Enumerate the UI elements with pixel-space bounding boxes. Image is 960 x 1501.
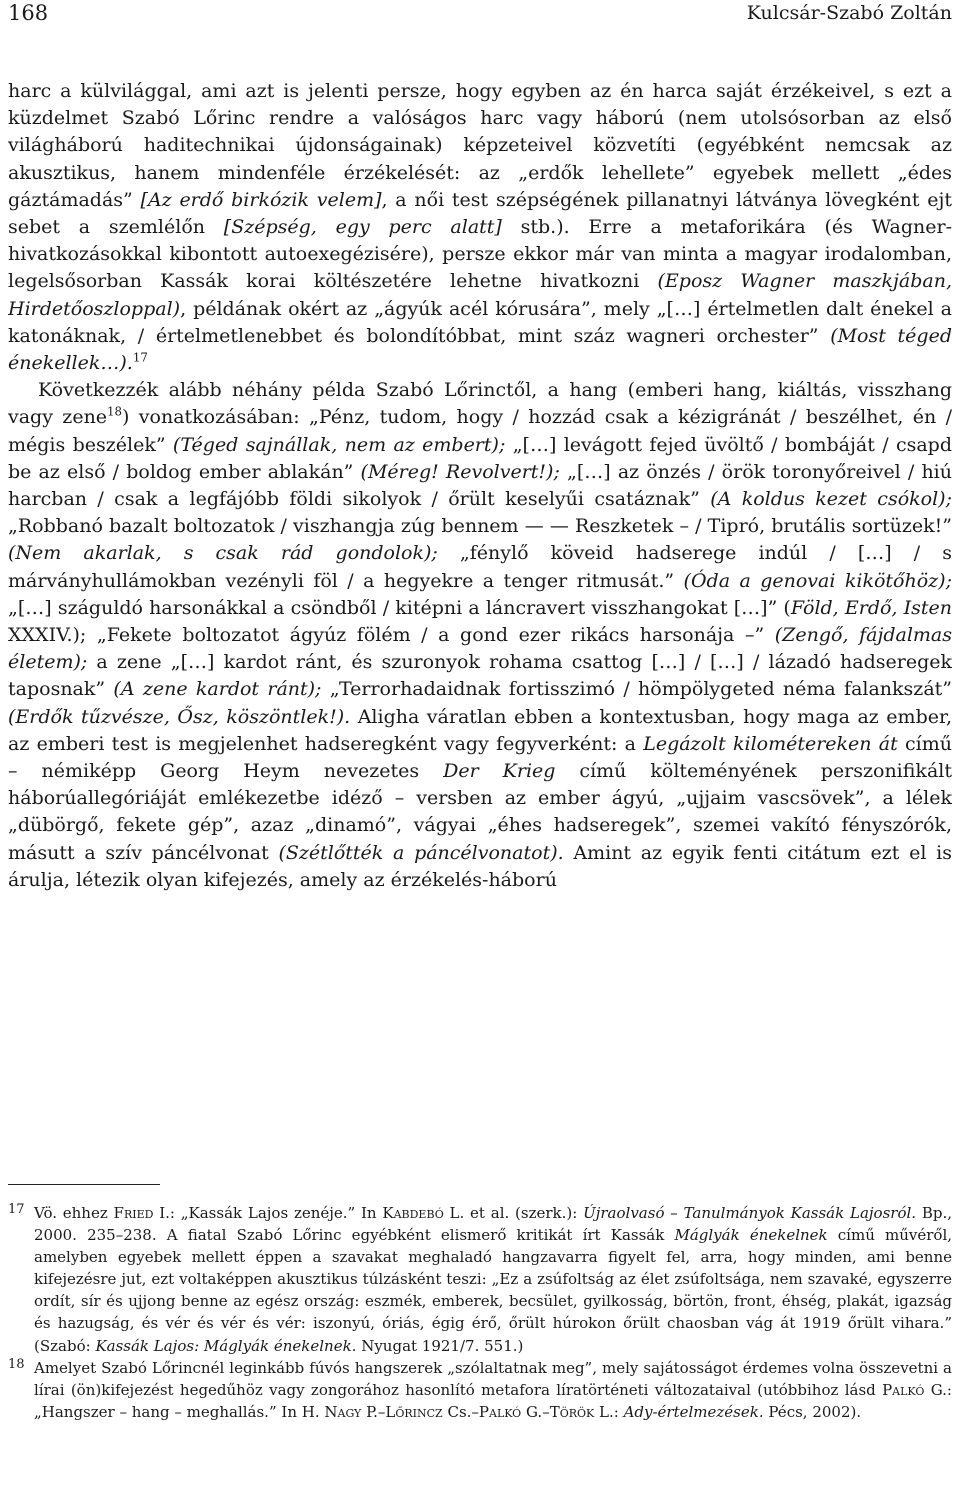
italic-title: Kassák Lajos: Máglyák énekelnek. [95,1336,357,1355]
author-name: Nagy [324,1402,362,1421]
text-run: „fénylő köveid hadserege indúl / […] / s márványhullámokban vezényli föl / a hegyekre a tenger ritmusát.” [8,542,952,592]
text-run: „Terrorhadaidnak fortisszimó / hömpölygeted néma falankszát” [321,678,952,701]
text-run: Amelyet Szabó Lőrincnél leginkább fúvós hangszerek „szólaltatnak meg”, mely sajátosságot érdemes volna összevetni a lírai (ön)kifejezést hegedűhöz vagy zongorához hasonlító metafora líratörténeti változataival (utóbbihoz lásd [34,1358,952,1399]
italic-citation: (Szétlőtték a páncélvonatot). [278,841,564,864]
text-run: stb.). Erre a metaforikára (és Wagner-hivatkozásokkal kibontott autoexegézisére), persze ekkor már van minta a magyar irodalomban, legelsősorban Kassák korai költészetére lehetne hivatkozni [8,216,952,293]
text-run: Aligha váratlan ebben a kontextusban, hogy maga az ember, az emberi test is megjelenhet hadseregként vagy fegyverként: a [8,705,952,755]
text-run: XXXIV.); „Fekete boltozatot ágyúz fölém / a gond ezer rikács harsonája –” [8,624,775,647]
italic-citation: Föld, Erdő, Isten [790,596,952,619]
text-run: Következzék alább néhány példa Szabó Lőrinctől, a hang (emberi hang, kiáltás, visszhang vagy zene [8,379,952,429]
italic-citation: (A koldus kezet csókol); [710,488,952,511]
text-run: G.– [521,1402,550,1421]
text-run: Nyugat 1921/7. 551.) [356,1336,524,1355]
italic-citation: (A zene kardot ránt); [113,678,322,701]
text-run: L. et al. (szerk.): [443,1204,584,1222]
text-run: Pécs, 2002). [763,1402,862,1421]
author-name: Kabdebó [382,1204,444,1222]
italic-title: Ady-értelmezések. [623,1402,764,1421]
footnote-number: 17 [8,1202,25,1217]
text-run: ) vonatkozásában: „Pénz, tudom, hogy / hozzád csak a kézigránát / beszélhet, én / mégis beszélek” [8,406,952,456]
text-run: Amint az egyik fenti citátum ezt el is árulja, létezik olyan kifejezés, amely az érzékelés-háború [8,841,952,891]
text-run: P.– [361,1402,386,1421]
italic-citation: (Erdők tűzvésze, Ősz, köszöntlek!). [8,705,351,728]
running-header [8,0,952,30]
italic-citation: [Szépség, egy perc alatt] [223,216,502,239]
author-name: Török [549,1402,595,1421]
text-run: , a női test szépségének pillanatnyi látványa lövegként ejt sebet a szemlélőn [8,188,952,239]
footnote-divider [8,1184,160,1185]
italic-citation: (Eposz Wagner maszkjában, Hirdetőoszloppal) [8,270,952,320]
text-run: harc a külvilággal, ami azt is jelenti persze, hogy egyben az én harca saját érzékeivel, s ezt a küzdelmet Szabó Lőrinc rendre a valóságos harc vagy háború (nem utolsósorban az első világháború haditechnikai újdonságainak) képzeteivel közvetíti (egyébként nemcsak az akusztikus, hanem mindenféle érzékelését: az „erdők lehellete” egyebek mellett „édes gáztámadás” [8,80,952,211]
running-head-author: Kulcsár-Szabó Zoltán [746,2,952,24]
author-name: Palkó [478,1402,522,1421]
paragraph-1 [8,78,952,377]
author-name: Palkó [882,1380,925,1399]
footnote-ref-18[interactable]: 18 [107,405,123,420]
text-run: G.: „Hangszer – hang – meghallás.” In H. [34,1380,952,1421]
text-run: című költeményének perszonifikált háborúallegóriáját emlékezetbe idéző – versben az ember ágyú, „ujjaim vascsövek”, a lélek „dübörgő, fekete gép”, azaz „dinamó”, vágyai „éhes hadseregek”, szemei vakító fényszórók, másutt a szív páncélvonat [8,760,952,864]
text-run: L.: [594,1402,624,1421]
footnotes [8,1202,952,1497]
italic-citation: (Méreg! Revolvert!); [360,460,560,483]
text-run: a zene „[…] kardot ránt, és szuronyok rohama csattog […] / […] / lázadó hadseregek taposnak” [8,651,952,701]
text-run: Bp., 2000. 235–238. A fiatal Szabó Lőrinc egyébként elismerő kritikát írt Kassák [34,1204,952,1245]
main-text [8,78,952,1163]
italic-citation: (Téged sajnállak, nem az embert); [172,433,506,456]
footnote-ref-17[interactable]: 17 [132,350,148,365]
footnote-18 [8,1357,952,1423]
italic-citation: (Most téged énekellek…). [8,324,952,375]
italic-title: Máglyák énekelnek [674,1226,828,1245]
text-run: Vö. ehhez [34,1204,114,1222]
paragraph-2 [8,377,952,894]
author-name: Fried [113,1204,154,1222]
italic-title: Der Krieg [443,760,556,783]
text-run: Cs.– [442,1402,479,1421]
text-run: , példának okért az „ágyúk acél kórusára”, mely „[…] értelmetlen dalt énekel a katonáknak, / értelmetlenebbet és bolondítóbbat, mint száz wagneri orchester” [8,297,952,347]
page-number: 168 [8,1,49,25]
text-run: „[…] levágott fejed üvöltő / bombáját / csapd be az első / boldog ember ablakán” [8,433,952,483]
italic-citation: [Az erdő birkózik velem] [140,188,382,211]
text-run: című művéről, amelyben egyebek mellett éppen a szavakat meghaladó hangzavarra figyelt fel, arra, hogy minden, ami benne kifejezésre jut, ezt voltaképpen akusztikus túlzásként teszi: „Ez a zsúfoltság az élet zsúfoltsága, nem szavaké, egyszerre ordít, sír és ujjong benne az egész ország: eszmék, emberek, becsület, gyilkosság, börtön, front, éhség, plakát, igazság és hazugság, és vér és vér és vér: iszonyú, óriás, égig érő, őrült húrokon őrült chaosban vág át 1919 őrült vihara.” (Szabó: [34,1226,952,1355]
footnote-number: 18 [8,1356,25,1372]
italic-citation: (Zengő, fájdalmas életem); [8,624,952,674]
text-run: I.: „Kassák Lajos zenéje.” In [153,1204,383,1222]
text-run: című – némiképp Georg Heym nevezetes [8,732,952,783]
italic-title: Újraolvasó – Tanulmányok Kassák Lajosról. [583,1204,917,1222]
text-run: „[…] száguldó harsonákkal a csöndből / kitépni a láncravert visszhangokat […]” ( [8,596,791,619]
text-run: „[…] az önzés / örök toronyőreivel / hiú harcban / csak a legfájóbb földi sikolyok / őrült keselyűi csatáznak” [8,460,952,511]
author-name: Lőrincz [385,1402,443,1421]
italic-title: Legázolt kilométereken át [643,732,898,755]
text-run: „Robbanó bazalt boltozatok / viszhangja zúg bennem — — Reszketek – / Tipró, brutális sortüzek!” [8,515,952,538]
italic-citation: (Nem akarlak, s csak rád gondolok); [8,542,438,565]
footnote-17 [8,1202,952,1357]
italic-citation: (Óda a genovai kikötőhöz); [683,569,952,592]
